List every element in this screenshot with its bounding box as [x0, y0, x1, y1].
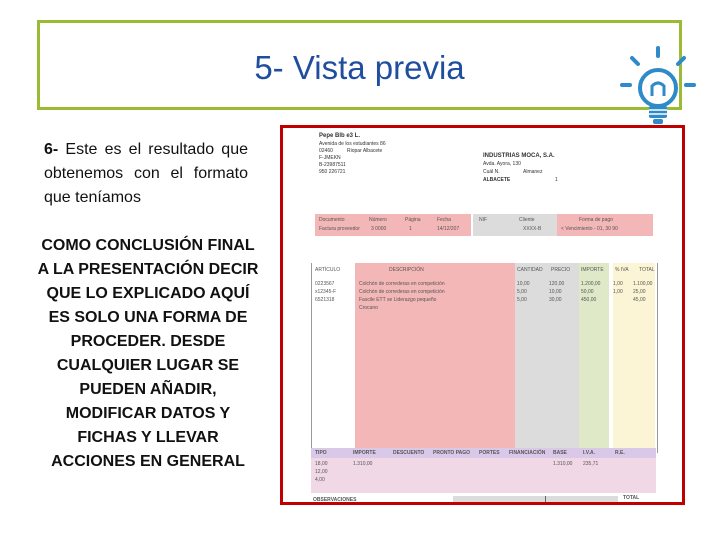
result-paragraph	[44, 138, 248, 210]
line-cell-qty: 5,00	[517, 297, 527, 303]
meta-value-payment: < Vencimiento - 01, 30 90	[561, 226, 618, 232]
meta-header-nif: NIF	[479, 217, 488, 223]
totals-header: PRONTO PAGO	[433, 450, 471, 456]
totals-cell: 1.310,00	[353, 461, 373, 467]
client-city: Almanez	[523, 169, 543, 175]
meta-header-client: Cliente	[519, 217, 535, 223]
line-header-desc: DESCRIPCIÓN	[389, 267, 424, 273]
line-cell-total: 1.100,00	[633, 281, 653, 287]
observations-label: OBSERVACIONES	[313, 497, 357, 503]
line-header-price: PRECIO	[551, 267, 571, 273]
totals-cell: 1.310,00	[553, 461, 573, 467]
line-cell-amount: 450,00	[581, 297, 597, 303]
line-header-amount: IMPORTE	[581, 267, 604, 273]
line-cell-desc: Crocano	[359, 305, 378, 311]
sender-fax: 950 226721	[319, 169, 346, 175]
line-cell-qty: 10,00	[517, 281, 530, 287]
line-cell-desc: Colchón de correderas en competición	[359, 289, 445, 295]
totals-header: R.E.	[615, 450, 625, 456]
line-cell-desc: Fascile ETT se Liderazgo pequeño	[359, 297, 437, 303]
invoice-preview	[280, 125, 685, 505]
meta-value-num: 3 0000	[371, 226, 387, 232]
totals-header: IMPORTE	[353, 450, 376, 456]
line-header-iva: % IVA	[615, 267, 629, 273]
sender-address: Avenida de los estudiantes 86	[319, 141, 386, 147]
meta-header-date: Fecha	[437, 217, 451, 223]
totals-cell: 12,00	[315, 469, 328, 475]
slide-title: 5- Vista previa	[254, 49, 465, 86]
meta-value-date: 14/12/207	[437, 226, 460, 232]
line-cell-total: 45,00	[633, 297, 646, 303]
sender-city: Riopar Albacete	[347, 148, 383, 154]
totals-cell: 4,00	[315, 477, 325, 483]
meta-value-page: 1	[409, 226, 412, 232]
meta-header-doc: Documento	[319, 217, 345, 223]
totals-header: DESCUENTO	[393, 450, 425, 456]
paragraph-number: 6-	[44, 141, 59, 158]
client-name: INDUSTRIAS MOCA, S.A.	[483, 153, 555, 159]
meta-value-client: XXXX-B	[523, 226, 542, 232]
totals-cell: 18,00	[315, 461, 328, 467]
line-header-code: ARTÍCULO	[315, 267, 341, 273]
line-header-qty: CANTIDAD	[517, 267, 543, 273]
totals-header: I.V.A.	[583, 450, 596, 456]
totals-cell: 235,71	[583, 461, 599, 467]
client-province: ALBACETE	[483, 177, 511, 183]
line-cell-code: 6521318	[315, 297, 335, 303]
line-cell-price: 10,00	[549, 289, 562, 295]
total-box	[545, 496, 618, 504]
sender-nif: F-JMEKN	[319, 155, 341, 161]
totals-header: TIPO	[315, 450, 327, 456]
sender-name: Pepe Blb e3 L.	[319, 133, 361, 139]
line-cell-desc: Colchón de correderas en competición	[359, 281, 445, 287]
totals-header: PORTES	[479, 450, 500, 456]
line-cell-amount: 50,00	[581, 289, 594, 295]
line-cell-price: 30,00	[549, 297, 562, 303]
line-cell-price: 120,00	[549, 281, 565, 287]
line-cell-qty: 5,00	[517, 289, 527, 295]
client-copies: 1	[555, 177, 558, 183]
line-cell-iva: 1,00	[613, 289, 623, 295]
meta-value-doc: Factura proveedor	[319, 226, 360, 232]
totals-header: BASE	[553, 450, 567, 456]
meta-header-payment: Forma de pago	[579, 217, 613, 223]
total-label: TOTAL	[623, 495, 640, 501]
meta-header-num: Número	[369, 217, 387, 223]
paragraph-text: Este es el resultado que obtenemos con el formato que teníamos	[44, 141, 248, 206]
conclusion-text: COMO CONCLUSIÓN FINAL A LA PRESENTACIÓN DECIR QUE LO EXPLICADO AQUÍ ES SOLO UNA FORMA DE PROCEDER. DESDE CUALQUIER LUGAR SE PUEDEN AÑADIR, MODIFICAR DATOS Y FICHAS Y LLEVAR ACCIONES EN GENERAL	[37, 237, 259, 470]
line-cell-iva: 1,00	[613, 281, 623, 287]
line-cell-total: 25,00	[633, 289, 646, 295]
client-nif: Cuál N.	[483, 169, 500, 175]
totals-header: FINANCIACIÓN	[509, 450, 546, 456]
line-cell-code: 0223567	[315, 281, 335, 287]
meta-header-page: Página	[405, 217, 421, 223]
sender-phone: B-23987511	[319, 162, 346, 168]
line-cell-amount: 1.200,00	[581, 281, 601, 287]
title-box	[37, 20, 682, 110]
sender-zip: 02460	[319, 148, 333, 154]
client-address: Avda. Ayora, 130	[483, 161, 521, 167]
line-header-total: TOTAL	[639, 267, 655, 273]
line-cell-code: x12345-F	[315, 289, 337, 295]
observations-field	[453, 496, 545, 504]
